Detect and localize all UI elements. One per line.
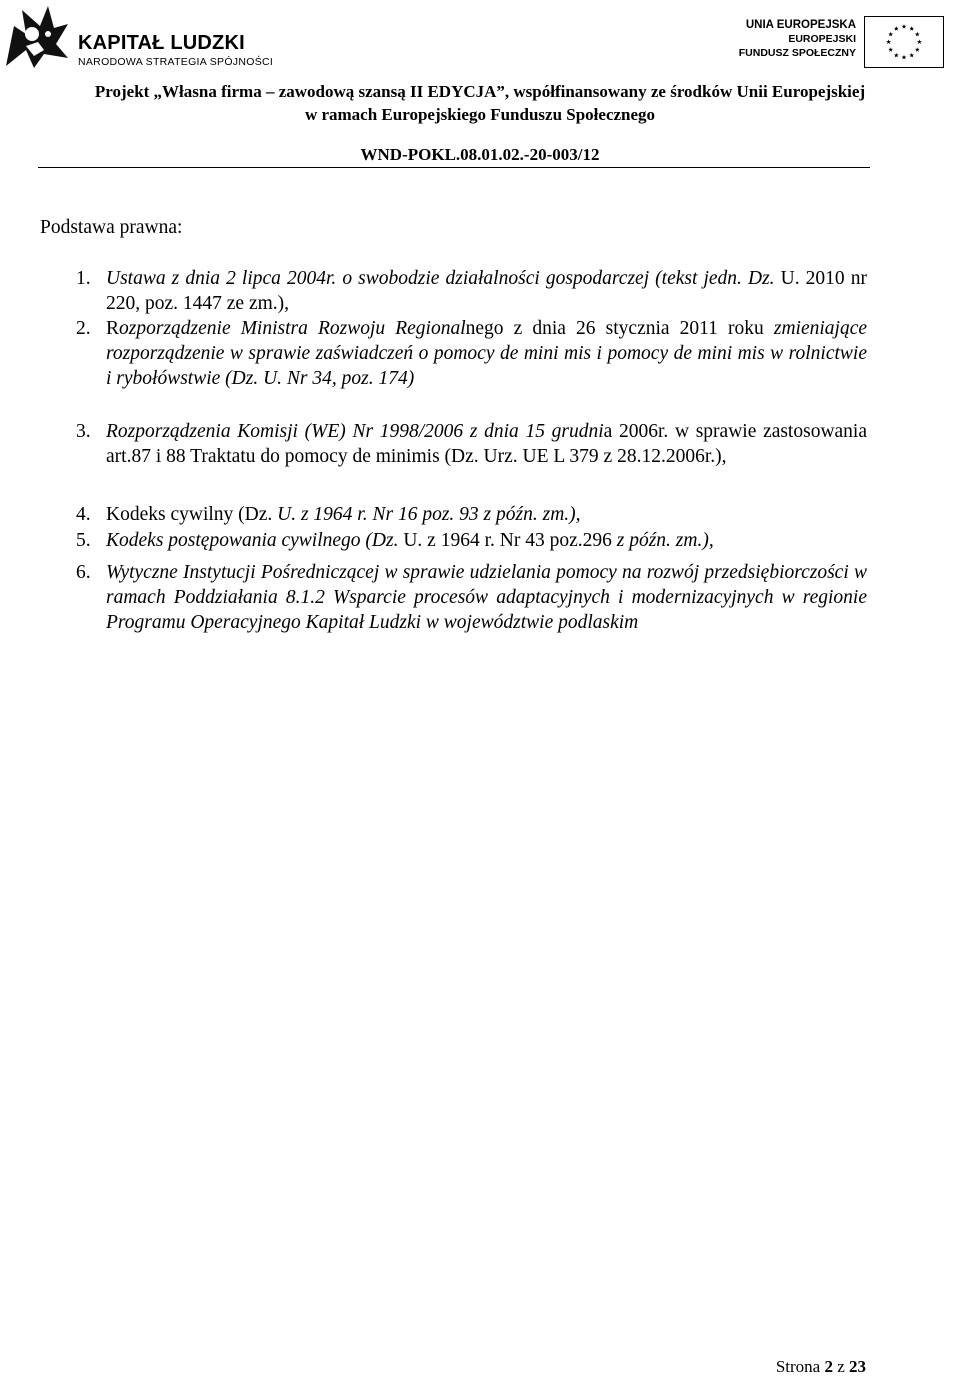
reference-text-segment: Rozporządzenia Komisji (WE) Nr 1998/2006 z dnia 15 grudni bbox=[106, 421, 604, 442]
reference-text bbox=[106, 502, 867, 527]
eu-logo-line2: EUROPEJSKI bbox=[788, 33, 856, 45]
eu-star-icon bbox=[909, 53, 914, 58]
reference-text-segment: z późn. zm.), bbox=[616, 530, 714, 551]
project-title-line: Projekt „Własna firma – zawodową szansą II EDYCJA”, współfinansowany ze środków Unii Europejskiej bbox=[94, 82, 866, 101]
eu-star-icon bbox=[902, 24, 907, 29]
reference-text-segment: nego z dnia 26 stycznia 2011 roku bbox=[465, 318, 774, 339]
page-number bbox=[776, 1357, 866, 1377]
eu-star-icon bbox=[888, 47, 893, 52]
kapital-ludzki-subtitle: NARODOWA STRATEGIA SPÓJNOŚCI bbox=[78, 56, 274, 68]
legal-basis-heading: Podstawa prawna: bbox=[40, 217, 183, 238]
kapital-ludzki-logo bbox=[4, 4, 304, 70]
reference-text-segment: U. z 1964 r. Nr 16 poz. 93 z późn. zm.), bbox=[277, 504, 581, 525]
eu-star-icon bbox=[917, 40, 922, 45]
reference-number: 1. bbox=[76, 268, 91, 289]
reference-text bbox=[106, 560, 867, 635]
kapital-ludzki-emblem-icon bbox=[4, 4, 70, 70]
reference-text-segment: zmieniające rozporządzenie w sprawie zaświadczeń o pomocy de mini mis i pomocy de mini mis w rolnictwie i rybołówstwie (Dz. U. Nr 34, poz. 174) bbox=[106, 318, 867, 389]
reference-text bbox=[106, 419, 867, 469]
reference-number: 6. bbox=[76, 562, 91, 583]
reference-number: 3. bbox=[76, 421, 91, 442]
reference-text bbox=[106, 316, 867, 391]
eu-flag-icon bbox=[864, 16, 944, 68]
eu-star-icon bbox=[909, 26, 914, 31]
eu-star-icon bbox=[902, 55, 907, 60]
legal-reference-item bbox=[0, 419, 960, 502]
reference-text-segment: Wytyczne Instytucji Pośredniczącej w sprawie udzielania pomocy na rozwój przedsiębiorczości w ramach Poddziałania 8.1.2 Wsparcie procesów adaptacyjnych i modernizacyjnych w regionie Programu Operacyjnego Kapitał Ludzki w województwie podlaskim bbox=[106, 562, 867, 633]
eu-star-icon bbox=[915, 47, 920, 52]
legal-reference-item bbox=[0, 266, 960, 316]
reference-text-segment: ozporządzenie Ministra Rozwoju Regional bbox=[119, 318, 466, 339]
eu-logo-line1: UNIA EUROPEJSKA bbox=[745, 19, 856, 31]
eu-logo-text bbox=[739, 18, 856, 60]
eu-star-icon bbox=[915, 32, 920, 37]
reference-text-segment: U. z 1964 r. Nr 43 poz.296 bbox=[398, 530, 617, 551]
legal-reference-item bbox=[0, 502, 960, 528]
page-current: 2 bbox=[824, 1357, 833, 1376]
kapital-ludzki-title: KAPITAŁ LUDZKI bbox=[78, 32, 245, 54]
reference-text-segment: R bbox=[106, 318, 120, 339]
reference-text bbox=[106, 266, 867, 316]
eu-star-icon bbox=[894, 53, 899, 58]
eu-star-icon bbox=[888, 32, 893, 37]
reference-text-segment: Kodeks postępowania cywilnego (Dz. bbox=[106, 530, 399, 551]
legal-reference-item bbox=[0, 528, 960, 560]
reference-text bbox=[106, 528, 867, 553]
header-divider bbox=[38, 167, 870, 168]
legal-reference-item bbox=[0, 560, 960, 636]
project-funding-line: w ramach Europejskiego Funduszu Społecznego bbox=[304, 105, 656, 124]
reference-text-segment: Kodeks cywilny (Dz. bbox=[106, 504, 278, 525]
reference-text-segment: U. 2010 nr 220, poz. 1447 ze zm.), bbox=[106, 268, 867, 314]
legal-references-list bbox=[0, 266, 960, 636]
eu-logo bbox=[740, 16, 952, 70]
eu-star-icon bbox=[886, 40, 891, 45]
legal-reference-item bbox=[0, 316, 960, 419]
page-label: Strona bbox=[775, 1357, 821, 1376]
page-total: 23 bbox=[849, 1357, 866, 1376]
eu-logo-line3: FUNDUSZ SPOŁECZNY bbox=[738, 47, 856, 59]
project-code: WND-POKL.08.01.02.-20-003/12 bbox=[360, 145, 600, 164]
reference-number: 5. bbox=[76, 530, 91, 551]
reference-text-segment: a 2006r. w sprawie zastosowania art.87 i 88 Traktatu do pomocy de minimis (Dz. Urz. UE L 379 z 28.12.2006r.), bbox=[106, 421, 868, 467]
eu-star-icon bbox=[894, 26, 899, 31]
reference-text-segment: Ustawa z dnia 2 lipca 2004r. o swobodzie działalności gospodarczej (tekst jedn. Dz. bbox=[106, 268, 775, 289]
page-separator: z bbox=[837, 1357, 845, 1376]
reference-number: 4. bbox=[76, 504, 91, 525]
reference-number: 2. bbox=[76, 318, 91, 339]
